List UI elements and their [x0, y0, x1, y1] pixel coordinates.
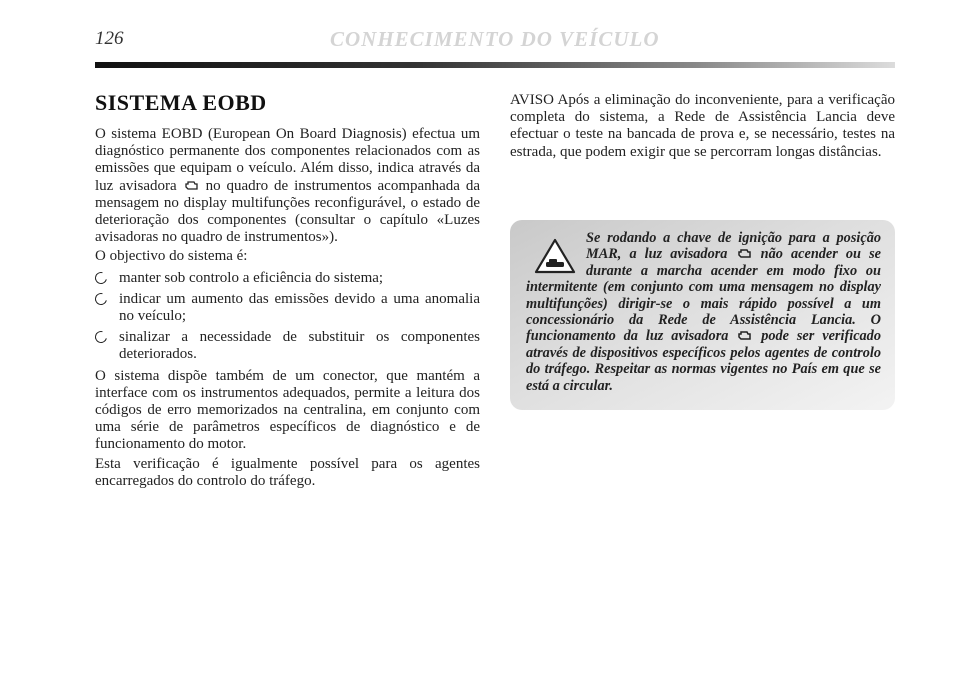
warning-triangle-icon: [534, 238, 576, 274]
warning-text-1: Se rodando a chave de ignição para a posição MAR, a luz avisadora: [586, 230, 881, 263]
connector-paragraph: O sistema dispõe também de um conector, que mantém a interface com os instrumentos adequados, permite a leitura dos códigos de erro memorizados na centralina, em conjunto com uma série de parâmetros específicos de diagnóstico e de funcionamento do motor.: [95, 367, 480, 453]
list-item: [95, 329, 480, 363]
objective-list: [95, 270, 480, 364]
list-item: [95, 291, 480, 325]
engine-check-icon: [738, 330, 751, 341]
list-item-text: indicar um aumento das emissões devido a uma anomalia no veículo;: [119, 290, 480, 325]
left-column: [95, 90, 480, 492]
header-rule: [95, 62, 895, 68]
objective-lead: O objectivo do sistema é:: [95, 248, 248, 265]
open-circle-bullet-icon: [93, 329, 109, 345]
warning-box: [510, 220, 895, 410]
intro-text-before: O sistema EOBD (European On Board Diagnosis) efectua um diagnóstico permanente dos componentes relacionados com as emissões que equipam o veículo. Além disso, indica através da luz avisadora: [95, 126, 480, 194]
open-circle-bullet-icon: [93, 269, 109, 285]
list-item-text: sinalizar a necessidade de substituir os componentes deteriorados.: [119, 329, 480, 363]
right-column: [510, 92, 895, 163]
page-number: 126: [95, 28, 124, 49]
list-item-text: manter sob controlo a eficiência do sistema;: [119, 269, 384, 286]
intro-paragraph: [95, 126, 480, 246]
engine-check-icon: [738, 248, 751, 259]
open-circle-bullet-icon: [93, 291, 109, 307]
intro-text-after: no quadro de instrumentos acompanhada da mensagem no display multifunções reconfigurável, o estado de deterioração dos componentes (consultar o capítulo «Luzes avisadoras no quadro de instrumentos»).: [95, 177, 481, 246]
warning-text-3: pode ser verificado através de dispositivos específicos pelos agentes de controlo do tráfego. Respeitar as normas vigentes no País em que se está a circular.: [526, 328, 881, 394]
warning-text-2: não acender ou se durante a marcha acender em modo fixo ou intermitente (em conjunto com uma mensagem no display multifunções) dirigir-se o mais rápido possível a um concessionário da Rede de Assistência Lancia. O funcionamento da luz avisadora: [526, 246, 882, 345]
engine-check-icon: [185, 180, 198, 191]
section-title: SISTEMA EOBD: [95, 90, 267, 115]
list-item: [95, 270, 480, 287]
traffic-paragraph: Esta verificação é igualmente possível para os agentes encarregados do controlo do tráfego.: [95, 455, 480, 489]
running-title: CONHECIMENTO DO VEÍCULO: [330, 27, 660, 51]
notice-paragraph: AVISO Após a eliminação do inconveniente, para a verificação completa do sistema, a Rede de Assistência Lancia deve efectuar o teste na bancada de prova e, se necessário, testes na estrada, que podem exigir que se percorram longas distâncias.: [510, 92, 895, 160]
